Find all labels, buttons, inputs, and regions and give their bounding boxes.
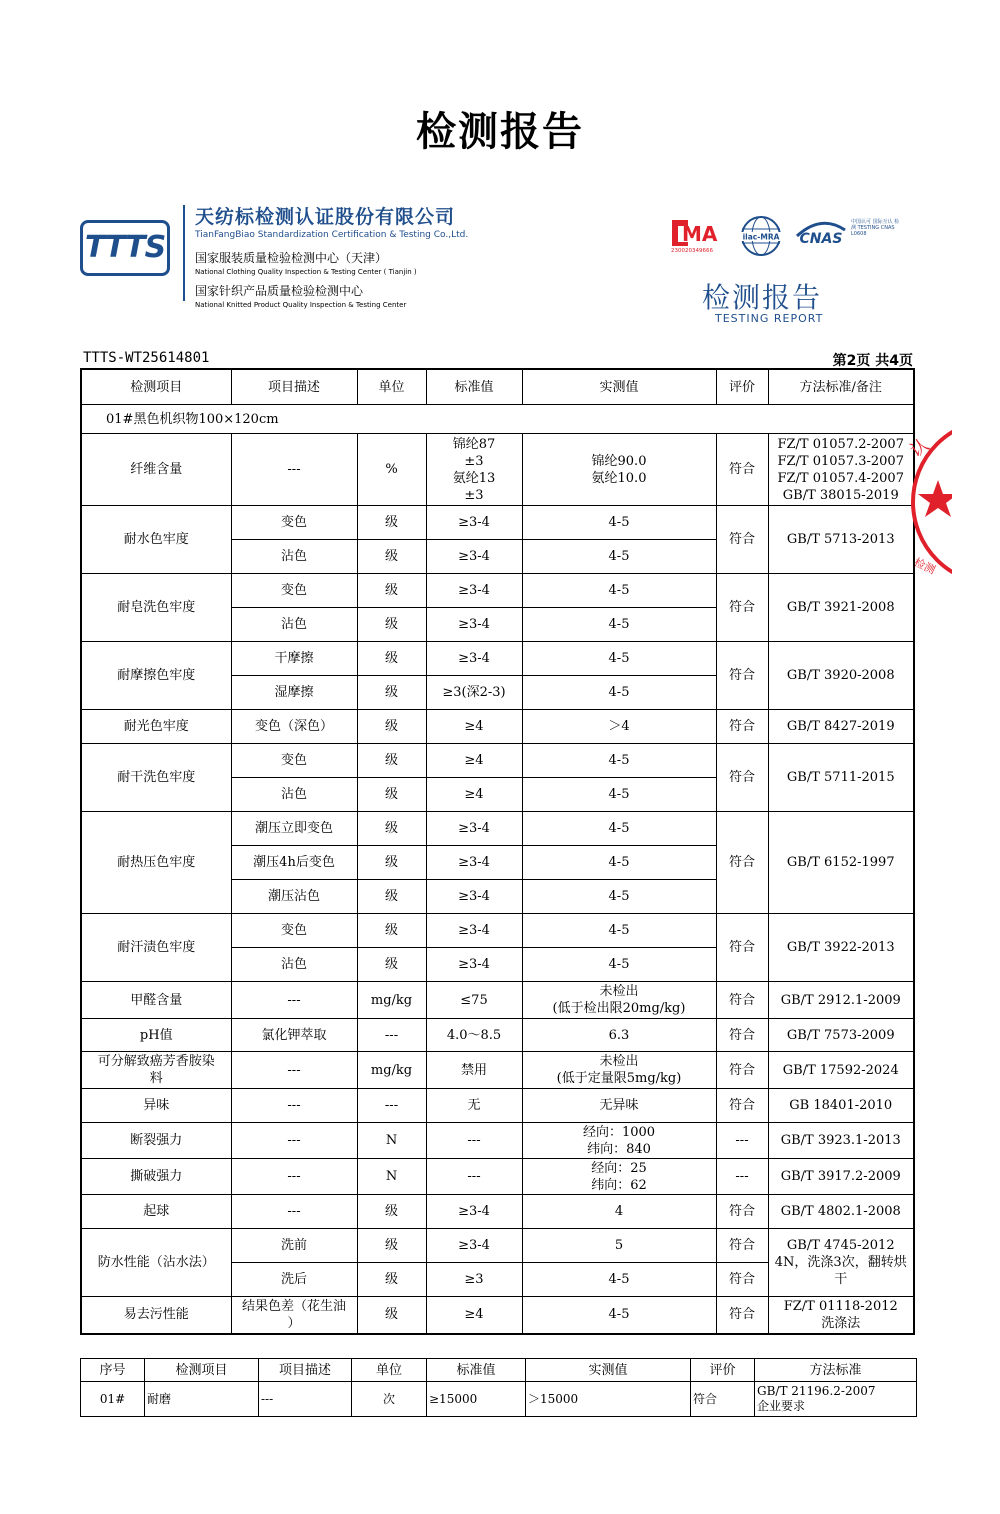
item-method: GB/T 21196.2-2007 企业要求 xyxy=(755,1382,917,1417)
item-eval: 符合 xyxy=(691,1382,755,1417)
item-standard: ≥3-4 xyxy=(426,1195,522,1229)
item-desc: --- xyxy=(231,1159,357,1195)
item-standard: ≥3-4 xyxy=(426,880,522,914)
item-result: 4-5 xyxy=(522,1263,716,1297)
item-result: 4-5 xyxy=(522,744,716,778)
organization-info xyxy=(195,202,468,309)
table-row xyxy=(81,812,914,846)
item-eval: 符合 xyxy=(716,1297,768,1334)
center2-name-cn: 国家针织产品质量检验检测中心 xyxy=(195,284,364,298)
item-method: GB/T 3921-2008 xyxy=(768,574,914,642)
table-row xyxy=(81,506,914,540)
table-row xyxy=(81,574,914,608)
item-unit: 级 xyxy=(357,880,426,914)
item-standard: ≥3 xyxy=(426,1263,522,1297)
center1-name-en: National Clothing Quality Inspection & Testing Center ( Tianjin ) xyxy=(195,268,417,276)
table-row xyxy=(81,982,914,1019)
item-unit: 级 xyxy=(357,506,426,540)
item-unit: 级 xyxy=(357,1263,426,1297)
table-row xyxy=(81,1052,914,1089)
item-result: 4-5 xyxy=(522,1297,716,1334)
col-header-standard: 标准值 xyxy=(427,1359,526,1382)
item-unit: 级 xyxy=(357,1297,426,1334)
table-header-row xyxy=(81,1359,917,1382)
item-standard: --- xyxy=(426,1123,522,1159)
item-eval: 符合 xyxy=(716,574,768,642)
item-desc: 潮压沾色 xyxy=(231,880,357,914)
center1-name-cn: 国家服装质量检验检测中心（天津） xyxy=(195,251,388,265)
item-desc: 变色 xyxy=(231,506,357,540)
item-unit: N xyxy=(357,1123,426,1159)
item-desc: 结果色差（花生油 ） xyxy=(231,1297,357,1334)
item-desc: 变色 xyxy=(231,574,357,608)
item-standard: ≥4 xyxy=(426,778,522,812)
item-result: 4-5 xyxy=(522,676,716,710)
item-desc: 沾色 xyxy=(231,778,357,812)
item-name: 甲醛含量 xyxy=(81,982,231,1019)
item-unit: --- xyxy=(357,1089,426,1123)
item-unit: --- xyxy=(357,1019,426,1052)
company-name-cn: 天纺标检测认证股份有限公司 xyxy=(195,206,456,228)
item-method: GB/T 4745-2012 4N，洗涤3次，翻转烘 干 xyxy=(768,1229,914,1297)
item-standard: 禁用 xyxy=(426,1052,522,1089)
item-result: 4-5 xyxy=(522,778,716,812)
item-standard: ≥3-4 xyxy=(426,642,522,676)
item-eval: --- xyxy=(716,1123,768,1159)
table-header-row xyxy=(81,369,914,405)
item-desc: 沾色 xyxy=(231,608,357,642)
item-eval: 符合 xyxy=(716,434,768,506)
item-eval: 符合 xyxy=(716,710,768,744)
table-row xyxy=(81,642,914,676)
item-method: GB/T 17592-2024 xyxy=(768,1052,914,1089)
item-eval: 符合 xyxy=(716,1052,768,1089)
cnas-caption: 中国认可 国际互认 检测 TESTING CNAS L0608 xyxy=(851,219,900,237)
item-result: 4-5 xyxy=(522,948,716,982)
logo-divider xyxy=(183,205,185,301)
item-name: pH值 xyxy=(81,1019,231,1052)
item-eval: 符合 xyxy=(716,914,768,982)
item-name: 耐热压色牢度 xyxy=(81,812,231,914)
col-header-item: 检测项目 xyxy=(81,369,231,405)
col-header-result: 实测值 xyxy=(522,369,716,405)
svg-text:MA: MA xyxy=(682,222,718,246)
item-name: 起球 xyxy=(81,1195,231,1229)
item-standard: ≥4 xyxy=(426,1297,522,1334)
item-result: 4-5 xyxy=(522,506,716,540)
item-desc: --- xyxy=(231,982,357,1019)
item-eval: 符合 xyxy=(716,1229,768,1263)
additional-results-table xyxy=(80,1358,917,1417)
item-desc: 干摩擦 xyxy=(231,642,357,676)
item-result: 经向：25 纬向：62 xyxy=(522,1159,716,1195)
item-eval: --- xyxy=(716,1159,768,1195)
item-standard: 锦纶87 ±3 氨纶13 ±3 xyxy=(426,434,522,506)
col-header-eval: 评价 xyxy=(716,369,768,405)
col-header-unit: 单位 xyxy=(352,1359,427,1382)
item-name: 可分解致癌芳香胺染 料 xyxy=(81,1052,231,1089)
item-standard: ≥3(深2-3) xyxy=(426,676,522,710)
item-result: 4-5 xyxy=(522,846,716,880)
item-result: 4-5 xyxy=(522,608,716,642)
company-name-en: TianFangBiao Standardization Certification & Testing Co.,Ltd. xyxy=(195,230,469,240)
item-standard: ≥3-4 xyxy=(426,1229,522,1263)
sample-row xyxy=(81,405,914,434)
item-method: GB/T 5711-2015 xyxy=(768,744,914,812)
item-result: 未检出 (低于定量限5mg/kg) xyxy=(522,1052,716,1089)
item-unit: 级 xyxy=(357,846,426,880)
item-result: 经向：1000 纬向：840 xyxy=(522,1123,716,1159)
col-header-item: 检测项目 xyxy=(145,1359,259,1382)
col-header-method: 方法标准 xyxy=(755,1359,917,1382)
item-name: 耐皂洗色牢度 xyxy=(81,574,231,642)
item-method: GB/T 8427-2019 xyxy=(768,710,914,744)
row-no: 01# xyxy=(81,1382,145,1417)
item-result: 4-5 xyxy=(522,880,716,914)
item-desc: --- xyxy=(231,1195,357,1229)
results-table xyxy=(80,368,915,1335)
item-name: 耐摩擦色牢度 xyxy=(81,642,231,710)
item-unit: 级 xyxy=(357,710,426,744)
item-name: 耐汗渍色牢度 xyxy=(81,914,231,982)
item-desc: 变色 xyxy=(231,914,357,948)
item-eval: 符合 xyxy=(716,982,768,1019)
item-unit: 级 xyxy=(357,642,426,676)
item-method: GB/T 3920-2008 xyxy=(768,642,914,710)
item-name: 防水性能（沾水法） xyxy=(81,1229,231,1297)
svg-text:认: 认 xyxy=(906,434,934,462)
center2-name-en: National Knitted Product Quality Inspection & Testing Center xyxy=(195,301,407,309)
item-desc: 洗前 xyxy=(231,1229,357,1263)
item-desc: --- xyxy=(231,434,357,506)
ttts-logo: TTTS xyxy=(80,220,170,276)
item-eval: 符合 xyxy=(716,1019,768,1052)
item-standard: ≥3-4 xyxy=(426,846,522,880)
table-row xyxy=(81,710,914,744)
item-result: ＞4 xyxy=(522,710,716,744)
table-row xyxy=(81,1159,914,1195)
table-row xyxy=(81,1297,914,1334)
table-row xyxy=(81,744,914,778)
item-method: FZ/T 01057.2-2007 FZ/T 01057.3-2007 FZ/T 01057.4-2007 GB/T 38015-2019 xyxy=(768,434,914,506)
item-desc: --- xyxy=(231,1123,357,1159)
item-desc: 沾色 xyxy=(231,540,357,574)
item-name: 撕破强力 xyxy=(81,1159,231,1195)
svg-text:ilac-MRA: ilac-MRA xyxy=(742,232,780,242)
item-desc: 潮压4h后变色 xyxy=(231,846,357,880)
item-desc: 洗后 xyxy=(231,1263,357,1297)
item-eval: 符合 xyxy=(716,1089,768,1123)
item-method: GB/T 3917.2-2009 xyxy=(768,1159,914,1195)
item-unit: 次 xyxy=(352,1382,427,1417)
svg-text:230020349666: 230020349666 xyxy=(671,248,713,254)
item-method: GB/T 6152-1997 xyxy=(768,812,914,914)
item-name: 易去污性能 xyxy=(81,1297,231,1334)
item-unit: 级 xyxy=(357,948,426,982)
item-result: 无异味 xyxy=(522,1089,716,1123)
item-desc: --- xyxy=(259,1382,352,1417)
item-result: 4-5 xyxy=(522,574,716,608)
item-unit: 级 xyxy=(357,744,426,778)
item-unit: mg/kg xyxy=(357,1052,426,1089)
table-row xyxy=(81,1382,917,1417)
item-eval: 符合 xyxy=(716,642,768,710)
item-eval: 符合 xyxy=(716,812,768,914)
svg-text:检测: 检测 xyxy=(911,555,938,577)
item-desc: --- xyxy=(231,1052,357,1089)
item-result: 4-5 xyxy=(522,642,716,676)
item-method: FZ/T 01118-2012 洗涤法 xyxy=(768,1297,914,1334)
item-unit: % xyxy=(357,434,426,506)
item-desc: 湿摩擦 xyxy=(231,676,357,710)
item-result: ＞15000 xyxy=(526,1382,691,1417)
item-unit: 级 xyxy=(357,540,426,574)
item-method: GB/T 4802.1-2008 xyxy=(768,1195,914,1229)
item-result: 4-5 xyxy=(522,540,716,574)
col-header-eval: 评价 xyxy=(691,1359,755,1382)
col-header-method: 方法标准/备注 xyxy=(768,369,914,405)
item-name: 异味 xyxy=(81,1089,231,1123)
sample-description: 黑色机织物100×120cm xyxy=(133,411,279,427)
item-standard: 4.0～8.5 xyxy=(426,1019,522,1052)
item-name: 纤维含量 xyxy=(81,434,231,506)
item-result: 4-5 xyxy=(522,812,716,846)
item-standard: ≥4 xyxy=(426,710,522,744)
item-standard: ≥3-4 xyxy=(426,608,522,642)
col-header-unit: 单位 xyxy=(357,369,426,405)
item-unit: mg/kg xyxy=(357,982,426,1019)
item-name: 耐磨 xyxy=(145,1382,259,1417)
item-unit: 级 xyxy=(357,812,426,846)
item-method: GB/T 5713-2013 xyxy=(768,506,914,574)
item-unit: 级 xyxy=(357,676,426,710)
item-name: 耐干洗色牢度 xyxy=(81,744,231,812)
table-row xyxy=(81,1195,914,1229)
item-standard: ≥3-4 xyxy=(426,914,522,948)
item-eval: 符合 xyxy=(716,744,768,812)
item-result: 4-5 xyxy=(522,914,716,948)
item-eval: 符合 xyxy=(716,506,768,574)
item-method: GB/T 3923.1-2013 xyxy=(768,1123,914,1159)
item-unit: 级 xyxy=(357,574,426,608)
testing-report-en: TESTING REPORT xyxy=(715,312,824,325)
item-standard: ≥3-4 xyxy=(426,540,522,574)
item-unit: N xyxy=(357,1159,426,1195)
table-row xyxy=(81,1019,914,1052)
table-row xyxy=(81,914,914,948)
item-result: 6.3 xyxy=(522,1019,716,1052)
item-name: 耐光色牢度 xyxy=(81,710,231,744)
item-unit: 级 xyxy=(357,1229,426,1263)
table-row xyxy=(81,1123,914,1159)
item-standard: ≥15000 xyxy=(427,1382,526,1417)
item-desc: --- xyxy=(231,1089,357,1123)
col-header-result: 实测值 xyxy=(526,1359,691,1382)
item-desc: 潮压立即变色 xyxy=(231,812,357,846)
item-result: 4 xyxy=(522,1195,716,1229)
item-method: GB/T 2912.1-2009 xyxy=(768,982,914,1019)
page-title: 检测报告 xyxy=(416,109,584,155)
item-standard: ≥4 xyxy=(426,744,522,778)
svg-text:CNAS: CNAS xyxy=(799,231,843,247)
item-unit: 级 xyxy=(357,778,426,812)
inspection-seal-stamp xyxy=(900,410,952,595)
col-header-desc: 项目描述 xyxy=(231,369,357,405)
item-method: GB/T 7573-2009 xyxy=(768,1019,914,1052)
ilac-mra-mark-icon xyxy=(735,215,787,257)
item-unit: 级 xyxy=(357,914,426,948)
item-result: 锦纶90.0 氨纶10.0 xyxy=(522,434,716,506)
item-desc: 沾色 xyxy=(231,948,357,982)
item-eval: 符合 xyxy=(716,1263,768,1297)
cma-mark-icon xyxy=(668,216,728,254)
item-unit: 级 xyxy=(357,608,426,642)
item-method: GB/T 3922-2013 xyxy=(768,914,914,982)
testing-report-cn: 检测报告 xyxy=(702,281,823,314)
item-name: 耐水色牢度 xyxy=(81,506,231,574)
cnas-mark-icon xyxy=(793,218,849,248)
item-standard: ≤75 xyxy=(426,982,522,1019)
table-row xyxy=(81,434,914,506)
item-standard: ≥3-4 xyxy=(426,812,522,846)
page-number: 第2页 共4页 xyxy=(832,353,913,369)
item-standard: ≥3-4 xyxy=(426,574,522,608)
col-header-standard: 标准值 xyxy=(426,369,522,405)
col-header-no: 序号 xyxy=(81,1359,145,1382)
table-row xyxy=(81,1089,914,1123)
item-eval: 符合 xyxy=(716,1195,768,1229)
item-name: 断裂强力 xyxy=(81,1123,231,1159)
item-standard: ≥3-4 xyxy=(426,506,522,540)
item-result: 未检出 (低于检出限20mg/kg) xyxy=(522,982,716,1019)
report-number: TTTS-WT25614801 xyxy=(83,350,210,366)
item-result: 5 xyxy=(522,1229,716,1263)
item-unit: 级 xyxy=(357,1195,426,1229)
item-desc: 氯化钾萃取 xyxy=(231,1019,357,1052)
item-standard: ≥3-4 xyxy=(426,948,522,982)
table-row xyxy=(81,1229,914,1263)
item-standard: --- xyxy=(426,1159,522,1195)
item-standard: 无 xyxy=(426,1089,522,1123)
item-desc: 变色 xyxy=(231,744,357,778)
sample-id: 01# xyxy=(106,411,134,427)
col-header-desc: 项目描述 xyxy=(259,1359,352,1382)
item-desc: 变色（深色） xyxy=(231,710,357,744)
item-method: GB 18401-2010 xyxy=(768,1089,914,1123)
